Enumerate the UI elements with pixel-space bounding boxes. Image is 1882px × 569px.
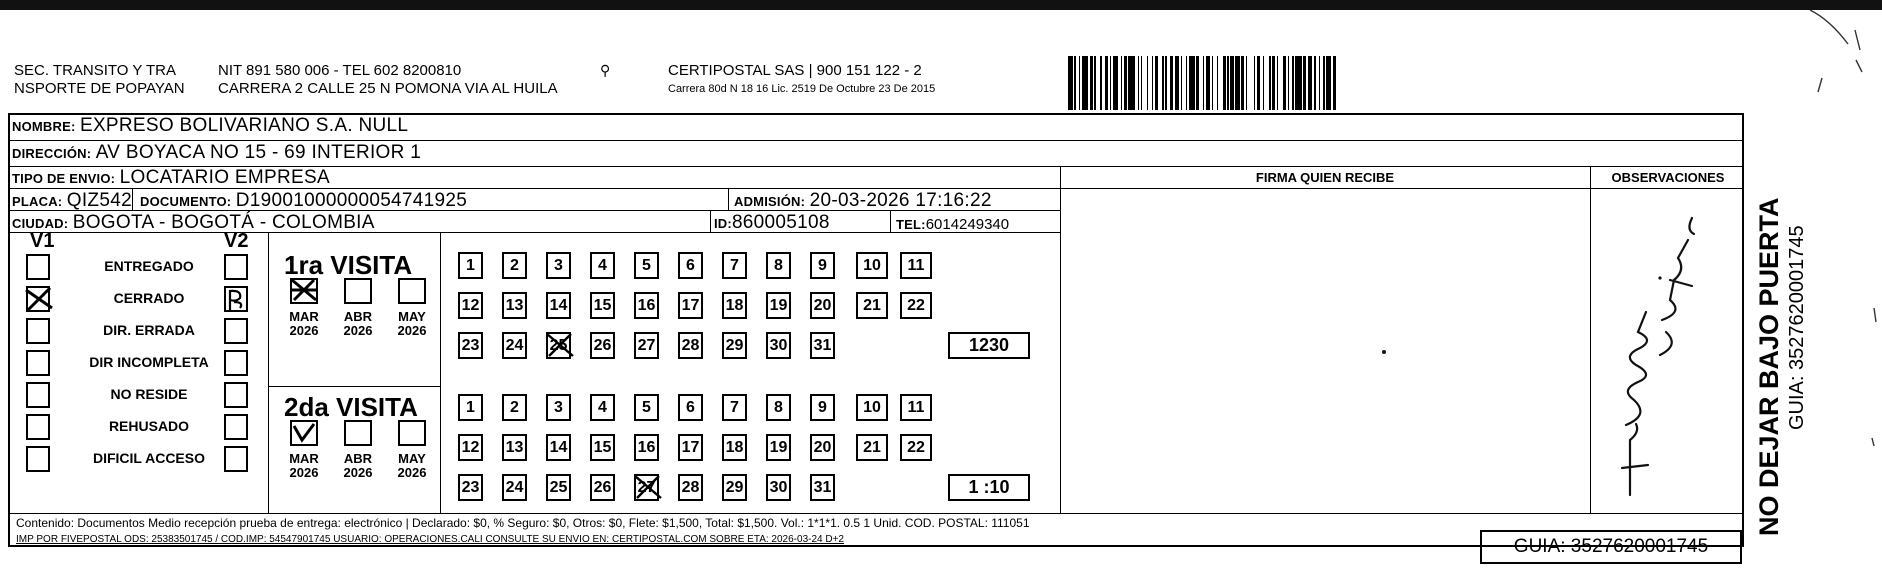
placa-value: QIZ542 — [66, 190, 132, 211]
handwritten-mark-icon — [226, 288, 248, 312]
side-warning: NO DEJAR BAJO PUERTA — [1754, 197, 1784, 536]
rule — [710, 210, 711, 232]
tipo-value: LOCATARIO EMPRESA — [119, 167, 330, 188]
v1-header: V1 — [30, 230, 55, 252]
day-box[interactable]: 10 — [856, 394, 888, 421]
second-visit-title: 2da VISITA — [284, 392, 418, 422]
barcode — [1068, 56, 1508, 110]
month-label — [390, 310, 434, 338]
day-box[interactable]: 7 — [722, 252, 747, 279]
v1-checkbox[interactable] — [26, 382, 50, 408]
month-year: 2026 — [289, 465, 319, 480]
day-box[interactable]: 11 — [900, 394, 932, 421]
day-box[interactable]: 25 — [546, 474, 571, 501]
day-box[interactable]: 6 — [678, 394, 703, 421]
day-box[interactable]: 29 — [722, 474, 747, 501]
day-box[interactable]: 30 — [766, 474, 791, 501]
month-year: 2026 — [343, 465, 373, 480]
rule — [8, 113, 1744, 114]
day-box[interactable]: 18 — [722, 434, 747, 461]
status-label: CERRADO — [113, 290, 185, 306]
documento-value: D19001000000054741925 — [235, 190, 468, 211]
day-box[interactable]: 17 — [678, 292, 703, 319]
v2-checkbox[interactable] — [224, 318, 248, 344]
rule — [132, 188, 133, 210]
tel-value: 6014249340 — [925, 216, 1010, 233]
ink-dot — [1382, 350, 1386, 354]
direccion-value: AV BOYACA NO 15 - 69 INTERIOR 1 — [95, 142, 422, 163]
day-box[interactable]: 4 — [590, 394, 615, 421]
month-checkbox[interactable] — [290, 420, 318, 446]
tipo-row — [12, 167, 330, 190]
day-box[interactable]: 10 — [856, 252, 888, 279]
day-box[interactable]: 6 — [678, 252, 703, 279]
day-box[interactable]: 18 — [722, 292, 747, 319]
day-box[interactable]: 15 — [590, 292, 615, 319]
placa-label: PLACA: — [12, 194, 63, 209]
day-box[interactable]: 4 — [590, 252, 615, 279]
day-box[interactable]: 9 — [810, 394, 835, 421]
footer-guia: GUIA: 3527620001745 — [1480, 530, 1742, 564]
day-box[interactable]: 16 — [634, 434, 659, 461]
day-box[interactable]: 7 — [722, 394, 747, 421]
rule — [890, 210, 891, 232]
rule — [8, 140, 1744, 141]
day-box[interactable]: 20 — [810, 434, 835, 461]
day-box[interactable]: 3 — [546, 394, 571, 421]
month-checkbox[interactable] — [398, 420, 426, 446]
cross-mark-icon — [290, 278, 318, 304]
day-box[interactable]: 27 — [634, 332, 659, 359]
status-label: REHUSADO — [108, 418, 190, 434]
day-box[interactable]: 8 — [766, 252, 791, 279]
v2-checkbox[interactable] — [224, 446, 248, 472]
rule — [8, 188, 1744, 189]
day-box[interactable]: 16 — [634, 292, 659, 319]
day-box[interactable]: 14 — [546, 292, 571, 319]
day-box[interactable]: 30 — [766, 332, 791, 359]
rule — [728, 188, 729, 210]
id-value: 860005108 — [731, 212, 830, 233]
day-box[interactable]: 21 — [856, 292, 888, 319]
v1-checkbox[interactable] — [26, 254, 50, 280]
day-box[interactable]: 22 — [900, 434, 932, 461]
day-box[interactable]: 22 — [900, 292, 932, 319]
admision-value: 20-03-2026 17:16:22 — [809, 190, 992, 211]
day-box[interactable]: 15 — [590, 434, 615, 461]
id-label: ID: — [714, 216, 732, 231]
status-label: DIR. ERRADA — [103, 322, 195, 338]
v2-checkbox[interactable] — [224, 382, 248, 408]
documento-label: DOCUMENTO: — [140, 194, 232, 209]
rule — [1590, 166, 1591, 513]
carrier-address: Carrera 80d N 18 16 Lic. 2519 De Octubre 23 De 2015 — [668, 83, 936, 95]
rule — [1060, 166, 1061, 513]
footer-contenido: Contenido: Documentos Medio recepción prueba de entrega: electrónico | Declarado: $0, % Seguro: $0, Otros: $0, Flete: $1,500, Total: $1,500. Vol.: 1*1*1. 0.5 1 Unid. COD. POSTAL: 111051 — [16, 516, 1030, 530]
v2-checkbox[interactable] — [224, 286, 248, 312]
month-name: ABR — [343, 451, 373, 466]
status-label: ENTREGADO — [104, 258, 194, 274]
check-mark-icon — [290, 420, 318, 446]
v1-checkbox[interactable] — [26, 446, 50, 472]
direccion-label: DIRECCIÓN: — [12, 146, 92, 161]
day-box[interactable]: 19 — [766, 292, 791, 319]
direccion-row — [12, 142, 421, 165]
day-box[interactable]: 28 — [678, 474, 703, 501]
month-year: 2026 — [343, 323, 373, 338]
status-label: DIFICIL ACCESO — [92, 450, 205, 466]
day-box[interactable]: 3 — [546, 252, 571, 279]
barcode-gap — [1336, 56, 1339, 110]
side-guia: GUIA: 3527620001745 — [1786, 225, 1808, 430]
month-name: MAR — [289, 309, 319, 324]
rule — [268, 386, 440, 387]
observaciones-header: OBSERVACIONES — [1611, 170, 1725, 185]
day-box[interactable]: 5 — [634, 252, 659, 279]
tipo-label: TIPO DE ENVIO: — [12, 171, 116, 186]
month-label — [336, 452, 380, 480]
first-visit-title: 1ra VISITA — [284, 250, 413, 280]
day-box[interactable]: 2 — [502, 252, 527, 279]
day-box[interactable]: 13 — [502, 434, 527, 461]
rule — [8, 210, 1060, 211]
handwritten-signature — [1600, 200, 1710, 510]
v2-checkbox[interactable] — [224, 350, 248, 376]
rule — [8, 232, 1060, 233]
v2-header: V2 — [224, 230, 249, 252]
day-box[interactable]: 21 — [856, 434, 888, 461]
small-logo-icon: ⚲ — [600, 62, 611, 78]
v2-checkbox[interactable] — [224, 414, 248, 440]
day-box[interactable]: 13 — [502, 292, 527, 319]
v1-checkbox[interactable] — [26, 350, 50, 376]
admision-label: ADMISIÓN: — [734, 194, 806, 209]
month-checkbox[interactable] — [344, 278, 372, 304]
top-dark-edge — [0, 0, 1882, 10]
nombre-value: EXPRESO BOLIVARIANO S.A. NULL — [79, 115, 409, 136]
day-box[interactable]: 2 — [502, 394, 527, 421]
rule — [440, 232, 441, 513]
sender-line-1: SEC. TRANSITO Y TRA — [14, 62, 176, 79]
day-box[interactable]: 25 — [546, 332, 571, 359]
nombre-label: NOMBRE: — [12, 119, 76, 134]
day-box[interactable]: 23 — [458, 474, 483, 501]
day-box[interactable]: 1 — [458, 394, 483, 421]
visit-time-box[interactable]: 1 :10 — [948, 474, 1030, 501]
month-checkbox[interactable] — [290, 278, 318, 304]
visit-time-box[interactable]: 1230 — [948, 332, 1030, 359]
day-box[interactable]: 31 — [810, 332, 835, 359]
address-line: CARRERA 2 CALLE 25 N POMONA VIA AL HUILA — [218, 80, 558, 97]
nombre-row — [12, 115, 408, 138]
cross-mark-icon — [24, 286, 54, 312]
month-label — [336, 310, 380, 338]
day-box[interactable]: 26 — [590, 474, 615, 501]
day-box[interactable]: 8 — [766, 394, 791, 421]
day-box[interactable]: 26 — [590, 332, 615, 359]
day-box[interactable]: 1 — [458, 252, 483, 279]
month-year: 2026 — [397, 323, 427, 338]
nit-line: NIT 891 580 006 - TEL 602 8200810 — [218, 62, 462, 79]
rule — [8, 513, 1744, 514]
month-checkbox[interactable] — [344, 420, 372, 446]
status-label: DIR INCOMPLETA — [89, 354, 209, 370]
firma-header: FIRMA QUIEN RECIBE — [1255, 170, 1395, 185]
day-box[interactable]: 29 — [722, 332, 747, 359]
month-year: 2026 — [289, 323, 319, 338]
day-box[interactable]: 17 — [678, 434, 703, 461]
ciudad-label: CIUDAD: — [12, 216, 69, 231]
month-label — [282, 310, 326, 338]
tel-label: TEL: — [896, 217, 926, 232]
day-box[interactable]: 12 — [458, 292, 483, 319]
day-box[interactable]: 27 — [634, 474, 659, 501]
month-year: 2026 — [397, 465, 427, 480]
day-box[interactable]: 11 — [900, 252, 932, 279]
day-box[interactable]: 19 — [766, 434, 791, 461]
month-label — [282, 452, 326, 480]
day-box[interactable]: 9 — [810, 252, 835, 279]
day-box[interactable]: 23 — [458, 332, 483, 359]
month-name: MAR — [289, 451, 319, 466]
footer-imp-line: IMP POR FIVEPOSTAL ODS: 25383501745 / COD.IMP: 54547901745 USUARIO: OPERACIONES.CALI CONSULTE SU ENVIO EN: CERTIPOSTAL.COM SOBRE ETA: 2026-03-24 D+2 — [16, 534, 844, 545]
day-box[interactable]: 14 — [546, 434, 571, 461]
v2-checkbox[interactable] — [224, 254, 248, 280]
month-name: ABR — [343, 309, 373, 324]
month-checkbox[interactable] — [398, 278, 426, 304]
day-box[interactable]: 20 — [810, 292, 835, 319]
rule — [268, 232, 269, 513]
v1-checkbox[interactable] — [26, 414, 50, 440]
day-box[interactable]: 24 — [502, 474, 527, 501]
carrier-line: CERTIPOSTAL SAS | 900 151 122 - 2 — [668, 62, 922, 79]
v1-checkbox[interactable] — [26, 286, 50, 312]
month-label — [390, 452, 434, 480]
sender-line-2: NSPORTE DE POPAYAN — [14, 80, 185, 97]
month-name: MAY — [398, 309, 426, 324]
day-box[interactable]: 24 — [502, 332, 527, 359]
day-box[interactable]: 28 — [678, 332, 703, 359]
edge-scan-marks — [1800, 0, 1882, 569]
v1-checkbox[interactable] — [26, 318, 50, 344]
status-label: NO RESIDE — [110, 386, 188, 402]
month-name: MAY — [398, 451, 426, 466]
day-box[interactable]: 5 — [634, 394, 659, 421]
ciudad-value: BOGOTA - BOGOTÁ - COLOMBIA — [72, 212, 375, 233]
day-box[interactable]: 31 — [810, 474, 835, 501]
day-box[interactable]: 12 — [458, 434, 483, 461]
